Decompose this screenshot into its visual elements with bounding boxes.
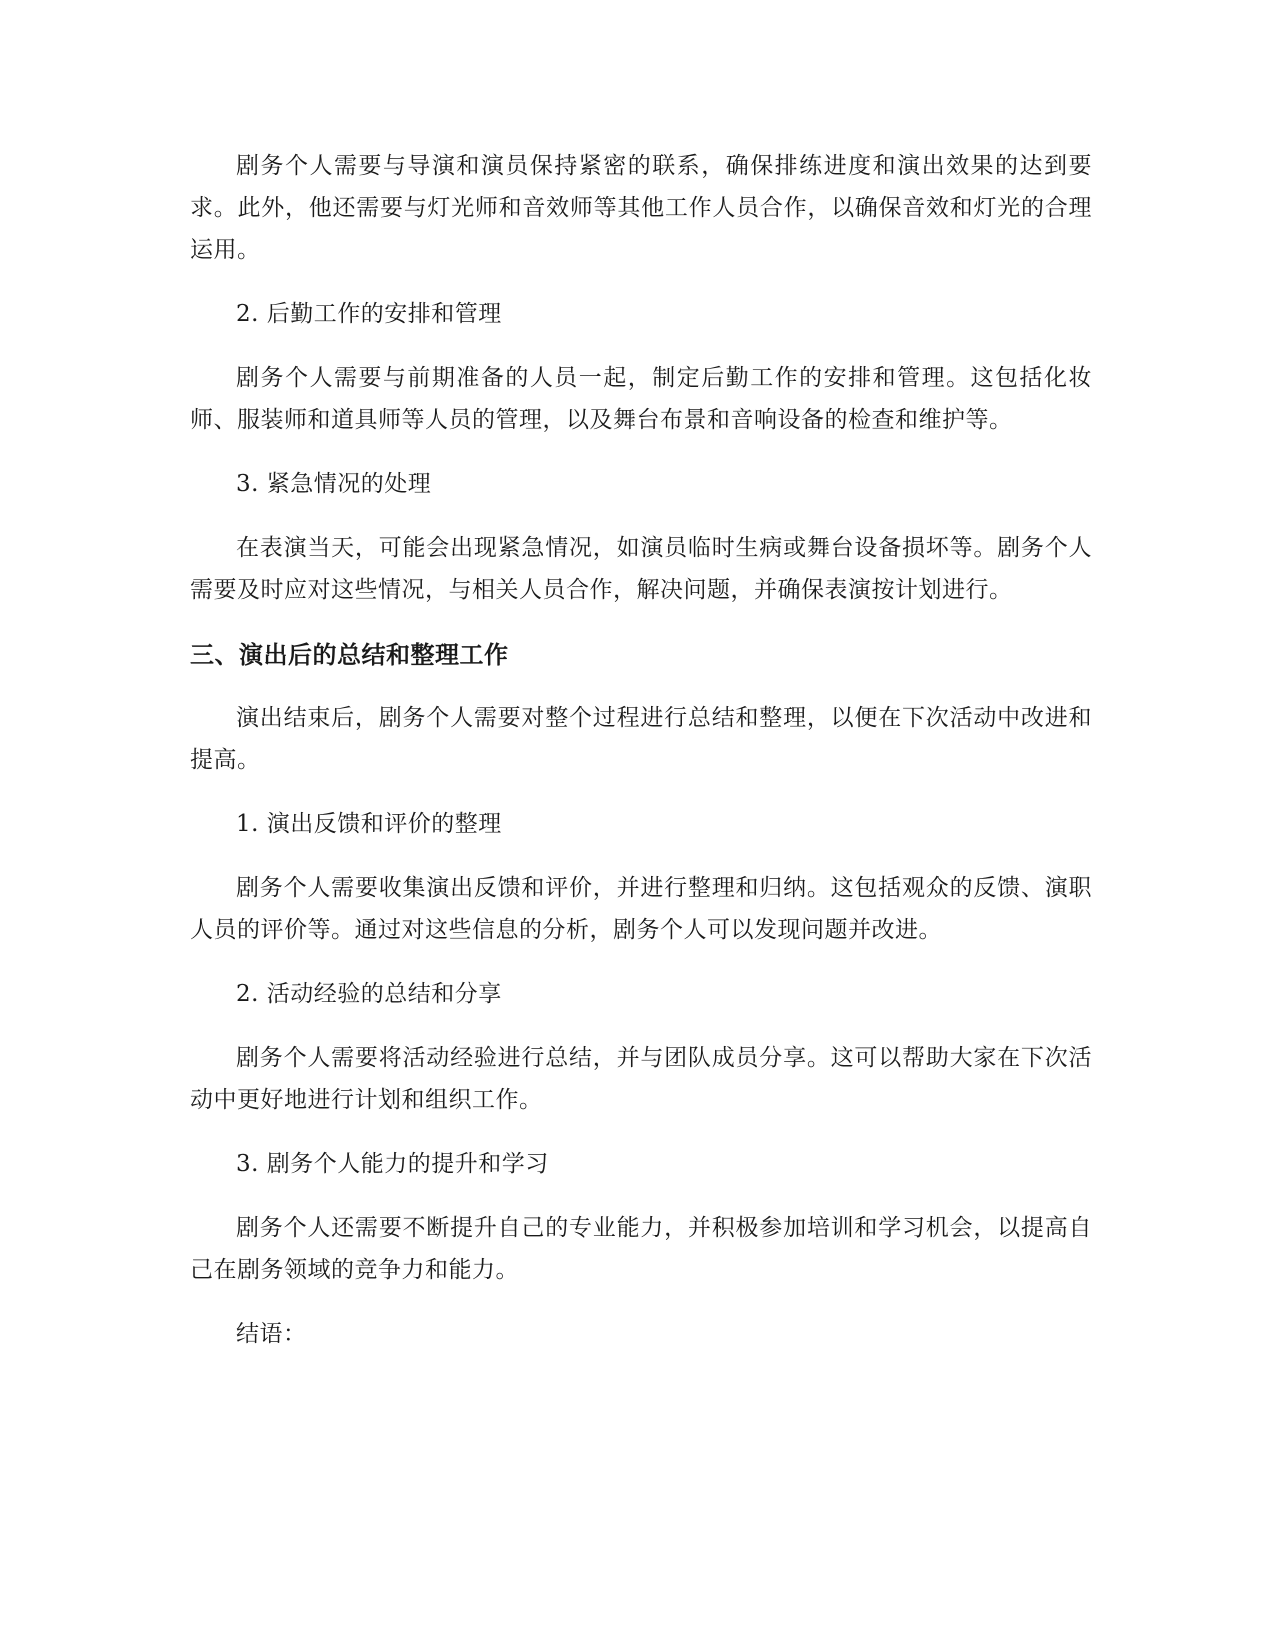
subheading-logistics: 2. 后勤工作的安排和管理 [236, 301, 502, 327]
paragraph-feedback: 剧务个人需要收集演出反馈和评价，并进行整理和归纳。这包括观众的反馈、演职人员的评价等。通过对这些信息的分析，剧务个人可以发现问题并改进。 [190, 875, 1092, 943]
subheading-emergency: 3. 紧急情况的处理 [236, 471, 432, 497]
section-heading-post-show: 三、演出后的总结和整理工作 [190, 641, 509, 669]
paragraph-ability: 剧务个人还需要不断提升自己的专业能力，并积极参加培训和学习机会，以提高自己在剧务领域的竞争力和能力。 [190, 1215, 1092, 1283]
paragraph-logistics: 剧务个人需要与前期准备的人员一起，制定后勤工作的安排和管理。这包括化妆师、服装师和道具师等人员的管理，以及舞台布景和音响设备的检查和维护等。 [190, 365, 1092, 433]
conclusion-label: 结语： [236, 1321, 307, 1347]
subheading-experience: 2. 活动经验的总结和分享 [236, 981, 502, 1007]
document-page [190, 145, 1092, 1377]
paragraph-emergency: 在表演当天，可能会出现紧急情况，如演员临时生病或舞台设备损坏等。剧务个人需要及时应对这些情况，与相关人员合作，解决问题，并确保表演按计划进行。 [190, 535, 1092, 603]
subheading-ability: 3. 剧务个人能力的提升和学习 [236, 1151, 549, 1177]
subheading-feedback: 1. 演出反馈和评价的整理 [236, 811, 502, 837]
paragraph-coordination: 剧务个人需要与导演和演员保持紧密的联系，确保排练进度和演出效果的达到要求。此外，他还需要与灯光师和音效师等其他工作人员合作，以确保音效和灯光的合理运用。 [190, 153, 1092, 263]
paragraph-experience: 剧务个人需要将活动经验进行总结，并与团队成员分享。这可以帮助大家在下次活动中更好地进行计划和组织工作。 [190, 1045, 1092, 1113]
paragraph-post-show-intro: 演出结束后，剧务个人需要对整个过程进行总结和整理，以便在下次活动中改进和提高。 [190, 705, 1092, 773]
